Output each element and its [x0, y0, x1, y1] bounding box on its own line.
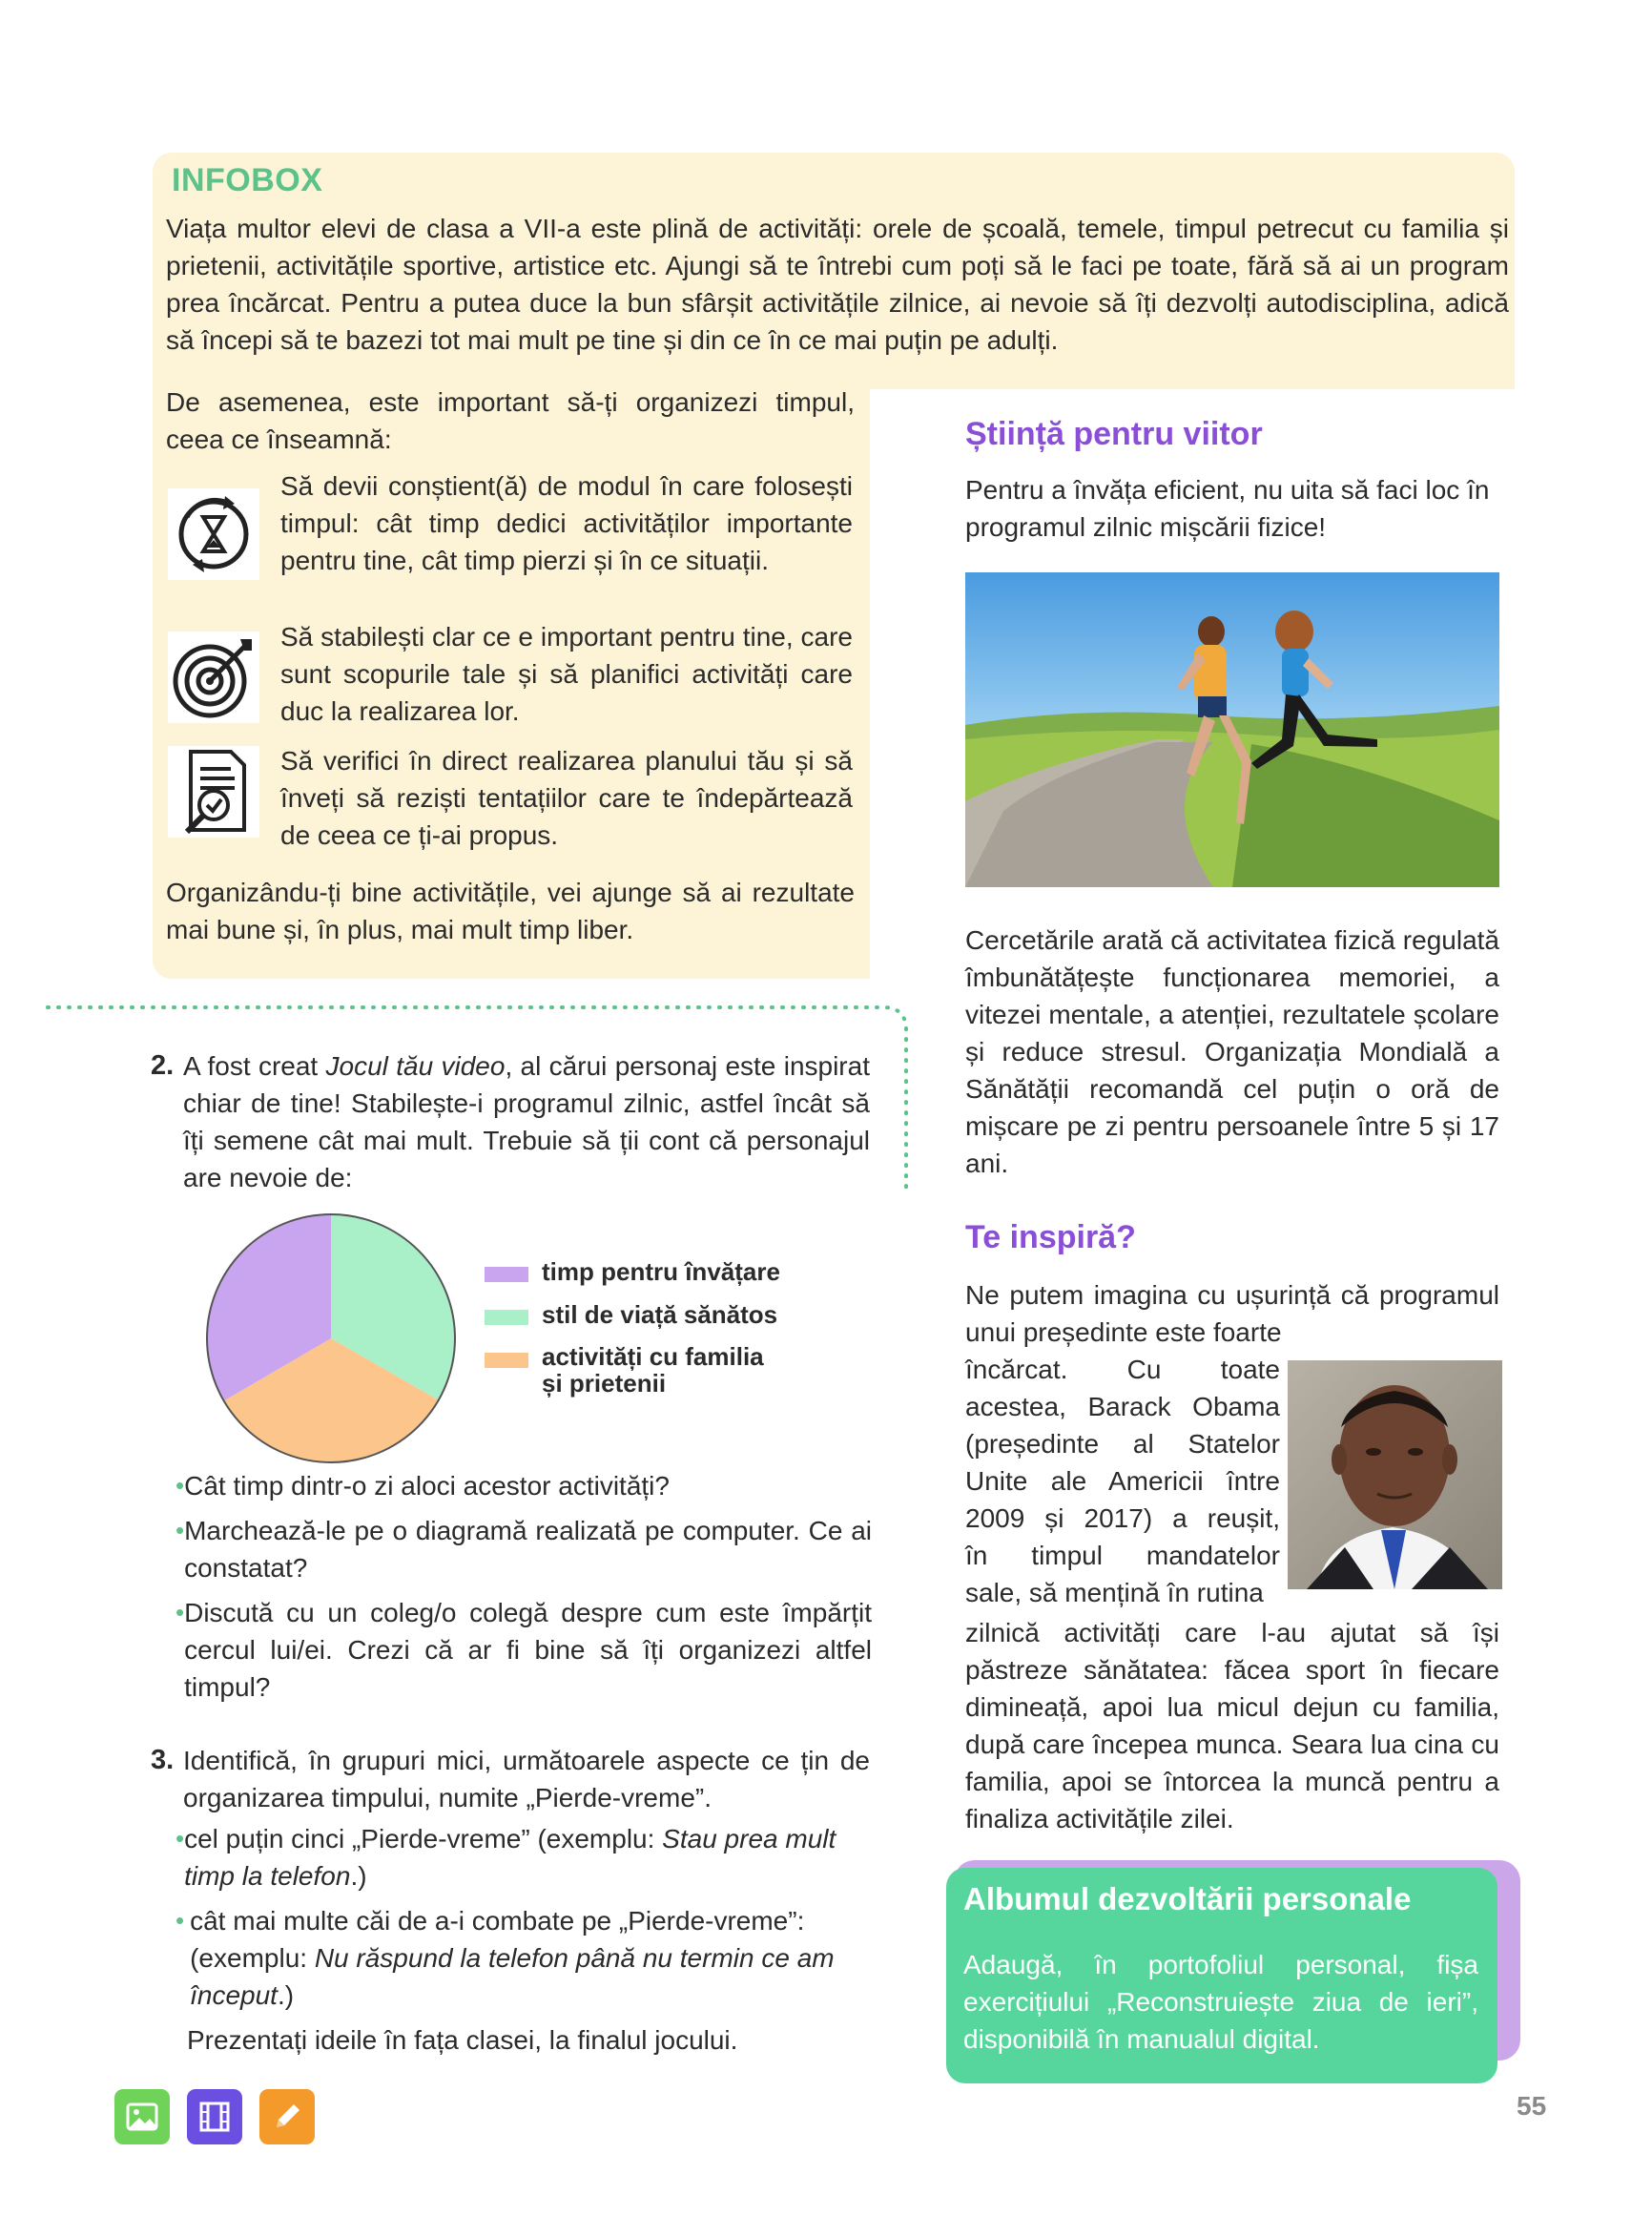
exercise-3-text: Identifică, în grupuri mici, următoarele aspecte ce țin de organizarea timpului, numite „Pierde-vreme”. — [183, 1746, 870, 1812]
checklist-document-icon — [168, 746, 259, 838]
bullet-item: • Discută cu un coleg/o colegă despre cum este împărțit cercul lui/ei. Crezi că ar fi bine să îți organizezi altfel timpul? — [176, 1598, 872, 1702]
image-icon — [126, 2102, 158, 2131]
edit-button[interactable] — [259, 2089, 315, 2144]
inspire-line: în timpul mandatelor — [965, 1541, 1280, 1570]
legend-swatch — [485, 1310, 528, 1325]
infobox-item-3: Să verifici în direct realizarea planului tău și să înveți să reziști tentațiilor care te îndepărtează de ceea ce ți-ai propus. — [280, 746, 853, 850]
inspire-rest: zilnică activități care l-au ajutat să își păstreze sănătatea: făcea sport în fiecare dimineață, apoi lua micul dejun cu familia, după care începea munca. Seara lua cina cu familia, apoi se întorcea la muncă pentru a finaliza activitățile zilei. — [965, 1618, 1499, 1833]
exercise-2-bullets — [176, 1467, 872, 1706]
inspire-wrapped-text — [965, 1351, 1280, 1611]
target-icon — [168, 632, 259, 723]
exercise-3-closing: Prezentați ideile în fața clasei, la finalul jocului. — [187, 2025, 738, 2055]
inspire-line: acestea, Barack Obama — [965, 1392, 1280, 1421]
infobox-closing: Organizându-ți bine activitățile, vei ajunge să ai rezultate mai bune și, în plus, mai mult timp liber. — [166, 878, 855, 944]
infobox-intro: De asemenea, este important să-ți organizezi timpul, ceea ce înseamnă: — [166, 387, 855, 454]
inspire-title: Te inspiră? — [965, 1219, 1136, 1255]
exercise-3-number: 3. — [151, 1745, 175, 1775]
chart-legend — [485, 1257, 790, 1397]
exercise-3 — [151, 1742, 870, 1816]
infobox-title: INFOBOX — [172, 162, 323, 198]
exercise-2-text: A fost creat Jocul tău video, al cărui personaj este inspirat chiar de tine! Stabilește-i programul zilnic, astfel încât să îți semene cât mai mult. Trebuie să ții cont că personajul are nevoie de: — [183, 1051, 870, 1192]
album-text: Adaugă, în portofoliul personal, fișa exercițiului „Reconstruiește ziua de ieri”, disponibilă în manualul digital. — [963, 1950, 1478, 2054]
legend-label: activități cu familia și prietenii — [542, 1342, 764, 1398]
inspire-line: 2009 și 2017) a reușit, — [965, 1503, 1280, 1533]
runners-photo — [965, 572, 1499, 887]
exercise-3-bullets — [176, 1820, 872, 2059]
video-button[interactable] — [187, 2089, 242, 2144]
bullet-item: • cât mai multe căi de a-i combate pe „Pierde-vreme”: (exemplu: Nu răspund la telefon până nu termin ce am început.) — [176, 1906, 835, 2010]
inspire-line: Unite ale Americii între — [965, 1466, 1280, 1496]
page-number: 55 — [1517, 2091, 1547, 2121]
pie-chart — [202, 1210, 460, 1467]
obama-portrait — [1288, 1360, 1502, 1589]
hourglass-cycle-icon — [168, 488, 259, 580]
infobox-item-1: Să devii conștient(ă) de modul în care folosești timpul: cât timp dedici activităților importante pentru tine, cât timp pierzi și în ce situații. — [280, 471, 853, 575]
science-title: Știință pentru viitor — [965, 416, 1263, 452]
exercise-2 — [151, 1047, 870, 1196]
pencil-icon — [271, 2101, 303, 2133]
bullet-item: • cel puțin cinci „Pierde-vreme” (exemplu: Stau prea mult timp la telefon.) — [176, 1824, 836, 1891]
toolbar — [114, 2089, 315, 2144]
legend-item — [485, 1300, 790, 1330]
inspire-line: (președinte al Statelor — [965, 1429, 1280, 1459]
legend-swatch — [485, 1353, 528, 1368]
film-icon — [198, 2101, 231, 2133]
legend-label: stil de viață sănătos — [542, 1300, 778, 1329]
infobox-text: Viața multor elevi de clasa a VII-a este plină de activități: orele de școală, temele, timpul petrecut cu familia și prietenii, activitățile sportive, artistice etc. Ajungi să te întrebi cum poți să le faci pe toate, fără să ai un program prea încărcat. Pentru a putea duce la bun sfârșit activitățile zilnice, ai nevoie să îți dezvolți autodisciplina, adică să începi să te bazezi tot mai mult pe tine și din ce în ce mai puțin pe adulți. — [166, 214, 1509, 355]
bullet-item: • Cât timp dintr-o zi aloci acestor activități? — [176, 1471, 670, 1501]
legend-item — [485, 1257, 790, 1287]
bullet-item: • Marchează-le pe o diagramă realizată pe computer. Ce ai constatat? — [176, 1516, 872, 1583]
inspire-intro: Ne putem imagina cu ușurință că programul unui președinte este foarte — [965, 1280, 1499, 1347]
inspire-line: încărcat. Cu toate — [965, 1355, 1280, 1384]
infobox-item-2: Să stabilești clar ce e important pentru tine, care sunt scopurile tale și să planifici activități care duc la realizarea lor. — [280, 622, 853, 726]
science-text: Pentru a învăța eficient, nu uita să faci loc în programul zilnic mișcării fizice! — [965, 475, 1490, 542]
legend-swatch — [485, 1267, 528, 1282]
image-button[interactable] — [114, 2089, 170, 2144]
album-title: Albumul dezvoltării personale — [963, 1881, 1412, 1916]
exercise-2-number: 2. — [151, 1050, 175, 1081]
science-research: Cercetările arată că activitatea fizică regulată îmbunătățește funcționarea memoriei, a vitezei mentale, a atenției, rezultatele școlare și reduce stresul. Organizația Mondială a Sănătății recomandă cel puțin o oră de mișcare pe zi pentru persoanele între 5 și 17 ani. — [965, 925, 1499, 1178]
legend-label: timp pentru învățare — [542, 1257, 780, 1286]
legend-item — [485, 1343, 790, 1397]
inspire-line: sale, să mențină în rutina — [965, 1578, 1264, 1607]
